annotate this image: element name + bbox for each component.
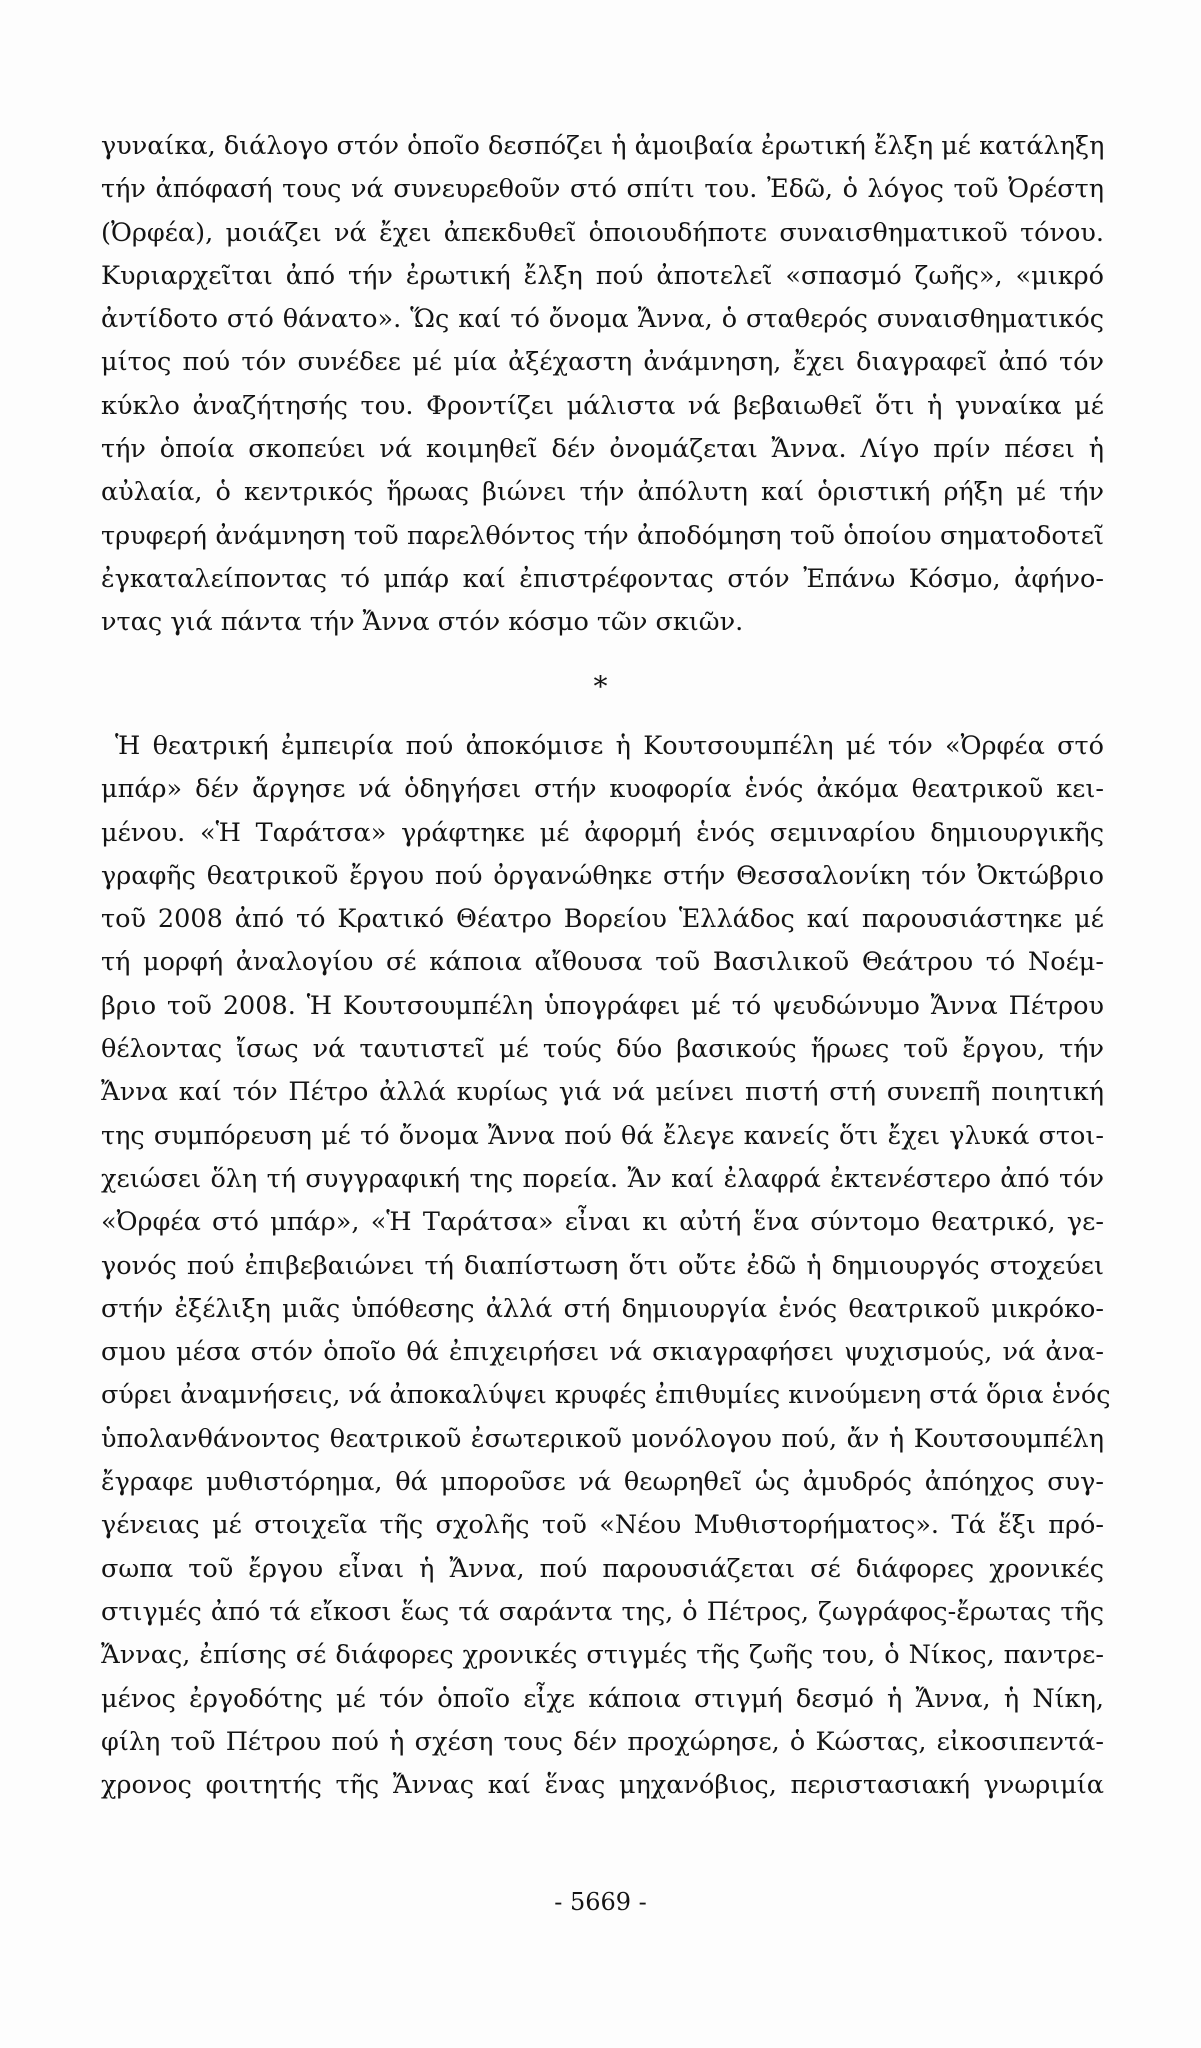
text-line: (Ὀρφέα), μοιάζει νά ἔχει ἀπεκδυθεῖ ὁποιουδήποτε συναισθηματικοῦ τόνου. <box>101 217 1104 248</box>
text-line: τή μορφή ἀναλογίου σέ κάποια αἴθουσα τοῦ Βασιλικοῦ Θεάτρου τό Νοέμ- <box>101 947 1104 978</box>
text-line: μένου. «Ἡ Ταράτσα» γράφτηκε μέ ἀφορμή ἑνός σεμιναρίου δημιουργικῆς <box>101 817 1104 848</box>
text-line: Ἄννας, ἐπίσης σέ διάφορες χρονικές στιγμές τῆς ζωῆς του, ὁ Νίκος, παντρε- <box>101 1640 1104 1671</box>
text-line: σμου μέσα στόν ὁποῖο θά ἐπιχειρήσει νά σκιαγραφήσει ψυχισμούς, νά ἀνα- <box>101 1337 1104 1368</box>
text-line: γραφῆς θεατρικοῦ ἔργου πού ὀργανώθηκε στήν Θεσσαλονίκη τόν Ὀκτώβριο <box>101 860 1104 891</box>
text-line: μένος ἐργοδότης μέ τόν ὁποῖο εἶχε κάποια στιγμή δεσμό ἡ Ἄννα, ἡ Νίκη, <box>101 1683 1104 1714</box>
text-line: σωπα τοῦ ἔργου εἶναι ἡ Ἄννα, πού παρουσιάζεται σέ διάφορες χρονικές <box>101 1553 1104 1584</box>
text-line: κύκλο ἀναζήτησής του. Φροντίζει μάλιστα νά βεβαιωθεῖ ὅτι ἡ γυναίκα μέ <box>101 390 1104 421</box>
text-line: χειώσει ὅλη τή συγγραφική της πορεία. Ἄν καί ἐλαφρά ἐκτενέστερο ἀπό τόν <box>101 1163 1104 1194</box>
paragraph-2 <box>101 725 1111 1807</box>
text-line: γονός πού ἐπιβεβαιώνει τή διαπίστωση ὅτι οὔτε ἐδῶ ἡ δημιουργός στοχεύει <box>101 1250 1104 1281</box>
text-line: φίλη τοῦ Πέτρου πού ἡ σχέση τους δέν προχώρησε, ὁ Κώστας, εἰκοσιπεντά- <box>101 1726 1104 1757</box>
text-line: ντας γιά πάντα τήν Ἄννα στόν κόσμο τῶν σκιῶν. <box>101 607 744 638</box>
text-line: αὐλαία, ὁ κεντρικός ἥρωας βιώνει τήν ἀπόλυτη καί ὁριστική ρήξη μέ τήν <box>101 477 1104 508</box>
text-line: τοῦ 2008 ἀπό τό Κρατικό Θέατρο Βορείου Ἑλλάδος καί παρουσιάστηκε μέ <box>101 904 1104 935</box>
text-line: στήν ἐξέλιξη μιᾶς ὑπόθεσης ἀλλά στή δημιουργία ἑνός θεατρικοῦ μικρόκο- <box>101 1293 1104 1324</box>
text-line: θέλοντας ἴσως νά ταυτιστεῖ μέ τούς δύο βασικούς ἥρωες τοῦ ἔργου, τήν <box>101 1034 1104 1065</box>
text-line: ἐγκαταλείποντας τό μπάρ καί ἐπιστρέφοντας στόν Ἐπάνω Κόσμο, ἀφήνο- <box>101 563 1104 594</box>
text-line: γυναίκα, διάλογο στόν ὁποῖο δεσπόζει ἡ ἀμοιβαία ἐρωτική ἔλξη μέ κατάληξη <box>101 131 1105 161</box>
text-line: της συμπόρευση μέ τό ὄνομα Ἄννα πού θά ἔλεγε κανείς ὅτι ἔχει γλυκά στοι- <box>101 1120 1104 1151</box>
text-line: τήν ἀπόφασή τους νά συνευρεθοῦν στό σπίτι του. Ἐδῶ, ὁ λόγος τοῦ Ὀρέστη <box>101 174 1104 205</box>
text-line: Ἄννα καί τόν Πέτρο ἀλλά κυρίως γιά νά μείνει πιστή στή συνεπῆ ποιητική <box>101 1077 1104 1108</box>
text-line: Ἡ θεατρική ἐμπειρία πού ἀποκόμισε ἡ Κουτσουμπέλη μέ τόν «Ὀρφέα στό <box>115 731 1104 761</box>
text-line: μπάρ» δέν ἄργησε νά ὁδηγήσει στήν κυοφορία ἑνός ἀκόμα θεατρικοῦ κει- <box>101 774 1104 805</box>
text-line: τήν ὁποία σκοπεύει νά κοιμηθεῖ δέν ὀνομάζεται Ἄννα. Λίγο πρίν πέσει ἡ <box>101 434 1104 465</box>
text-line: γένειας μέ στοιχεῖα τῆς σχολῆς τοῦ «Νέου Μυθιστορήματος». Τά ἕξι πρό- <box>101 1510 1104 1541</box>
page-number: - 5669 - <box>554 1888 647 1916</box>
section-separator: * <box>593 670 608 703</box>
text-line: στιγμές ἀπό τά εἴκοσι ἕως τά σαράντα της, ὁ Πέτρος, ζωγράφος-ἔρωτας τῆς <box>101 1596 1104 1627</box>
text-line: ὑπολανθάνοντος θεατρικοῦ ἐσωτερικοῦ μονόλογου πού, ἄν ἡ Κουτσουμπέλη <box>101 1423 1104 1454</box>
text-line: σύρει ἀναμνήσεις, νά ἀποκαλύψει κρυφές ἐπιθυμίες κινούμενη στά ὅρια ἑνός <box>101 1380 1111 1411</box>
text-line: μίτος πού τόν συνέδεε μέ μία ἀξέχαστη ἀνάμνηση, ἔχει διαγραφεῖ ἀπό τόν <box>101 347 1104 378</box>
paragraph-1 <box>101 125 1104 645</box>
text-line: Κυριαρχεῖται ἀπό τήν ἐρωτική ἔλξη πού ἀποτελεῖ «σπασμό ζωῆς», «μικρό <box>101 260 1104 291</box>
text-line: «Ὀρφέα στό μπάρ», «Ἡ Ταράτσα» εἶναι κι αὐτή ἕνα σύντομο θεατρικό, γε- <box>101 1207 1104 1238</box>
text-line: ἀντίδοτο στό θάνατο». Ὥς καί τό ὄνομα Ἄννα, ὁ σταθερός συναισθηματικός <box>101 304 1104 335</box>
text-line: χρονος φοιτητής τῆς Ἄννας καί ἕνας μηχανόβιος, περιστασιακή γνωριμία <box>101 1770 1104 1801</box>
text-line: τρυφερή ἀνάμνηση τοῦ παρελθόντος τήν ἀποδόμηση τοῦ ὁποίου σηματοδοτεῖ <box>101 520 1104 551</box>
text-line: βριο τοῦ 2008. Ἡ Κουτσουμπέλη ὑπογράφει μέ τό ψευδώνυμο Ἄννα Πέτρου <box>101 990 1104 1021</box>
text-line: ἔγραφε μυθιστόρημα, θά μποροῦσε νά θεωρηθεῖ ὡς ἀμυδρός ἀπόηχος συγ- <box>101 1467 1104 1498</box>
